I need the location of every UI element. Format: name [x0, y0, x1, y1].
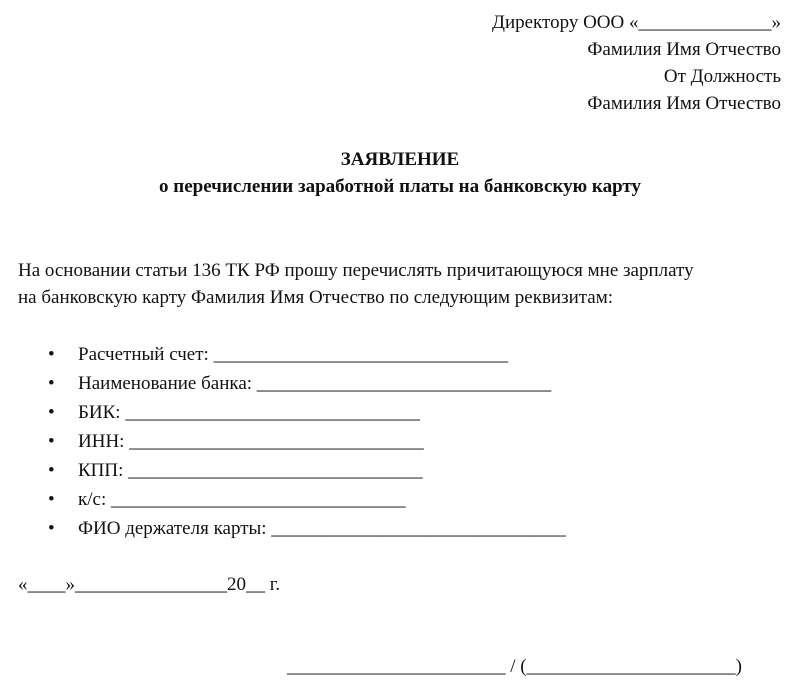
- document-title: ЗАЯВЛЕНИЕ: [340, 149, 460, 170]
- requisite-inn: [0, 427, 566, 456]
- document-title-block: [0, 146, 800, 200]
- sender-name: Фамилия Имя Отчество: [587, 93, 781, 114]
- requisite-label: КПП: _______________________________: [78, 460, 423, 481]
- requisite-bik: [0, 398, 566, 427]
- requisite-bank-name: [0, 369, 566, 398]
- bullet-icon: •: [48, 518, 55, 539]
- requisite-label: Наименование банка: _______________________________: [78, 373, 552, 394]
- addressee-block: [281, 9, 781, 117]
- request-paragraph: [18, 257, 788, 311]
- requisite-card-holder: [0, 514, 566, 543]
- addressee-director-name: Фамилия Имя Отчество: [587, 39, 781, 60]
- requisite-kpp: [0, 456, 566, 485]
- requisites-list: [0, 340, 566, 543]
- requisite-correspondent-account: [0, 485, 566, 514]
- bullet-icon: •: [48, 489, 55, 510]
- requisite-label: Расчетный счет: _______________________________: [78, 344, 509, 365]
- paragraph-line: На основании статьи 136 ТК РФ прошу перечислять причитающуюся мне зарплату: [18, 260, 694, 281]
- bullet-icon: •: [48, 402, 55, 423]
- bullet-icon: •: [48, 344, 55, 365]
- sender-position: От Должность: [663, 66, 781, 87]
- requisite-label: ФИО держателя карты: _______________________________: [78, 518, 566, 539]
- bullet-icon: •: [48, 431, 55, 452]
- requisite-label: ИНН: _______________________________: [78, 431, 424, 452]
- requisite-account: [0, 340, 566, 369]
- addressee-director: Директору ООО «______________»: [491, 12, 781, 33]
- requisite-label: БИК: _______________________________: [78, 402, 420, 423]
- date-field: «____»________________20__ г.: [18, 574, 281, 595]
- paragraph-line: на банковскую карту Фамилия Имя Отчество по следующим реквизитам:: [18, 287, 614, 308]
- bullet-icon: •: [48, 460, 55, 481]
- document-subtitle: о перечислении заработной платы на банковскую карту: [159, 176, 641, 197]
- bullet-icon: •: [48, 373, 55, 394]
- signature-field: _______________________ / (______________________): [287, 656, 742, 677]
- requisite-label: к/с: _______________________________: [78, 489, 406, 510]
